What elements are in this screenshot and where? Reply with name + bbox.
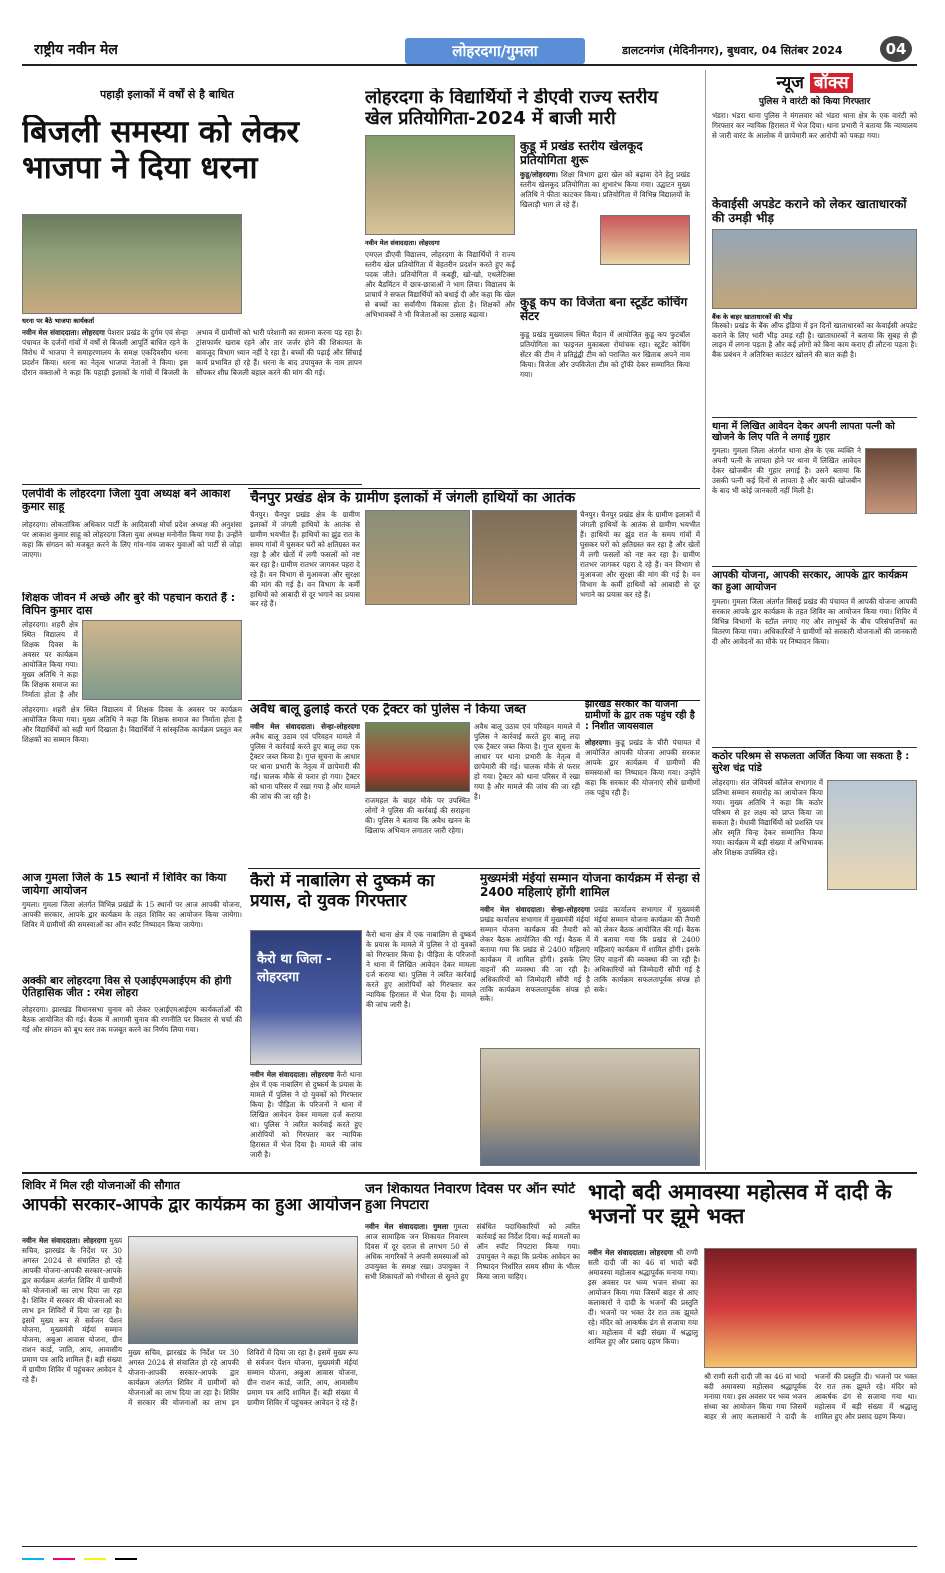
headline-bhado: भादो बदी अमावस्या महोत्सव में दादी के भजनों पर झूमे भक्त [588, 1180, 892, 1229]
section-banner [405, 38, 585, 64]
masthead: राष्ट्रीय नवीन मेल [34, 42, 118, 58]
body-kudu-cup [520, 330, 690, 480]
page-number: 04 [880, 36, 912, 62]
photo-davi [365, 135, 515, 235]
body-bhado [588, 1248, 698, 1538]
photo-elephant-2 [472, 510, 577, 605]
photo-kudu [600, 215, 690, 265]
body-kaaro-2 [366, 930, 476, 1165]
body-camp [22, 900, 242, 970]
swatch-cyan [22, 1558, 44, 1560]
headline-missing: थाना में लिखित आवेदन देकर अपनी लापता पत्नी को खोजने के लिए पति ने लगाई गुहार [712, 417, 917, 444]
byline-grievance: नवीन मेल संवाददाता। गुमला [365, 1222, 449, 1231]
body-kaaro [250, 1070, 362, 1165]
byline-camp2: नवीन मेल संवाददाता। लोहरदगा [22, 1236, 107, 1245]
text-camp2: मुख्य सचिव, झारखंड के निर्देश पर 30 अगस्त 2024 से संचालित हो रहे आपकी योजना-आपकी सरकार-आपके द्वार कार्यक्रम अंतर्गत शिविर में ग्रामीणों को योजनाओं का लाभ दिया जा रहा है। शिविर में सरकार की योजनाओं का लाभ इन शिविरों में दिया जा रहा है। इसमें मुख्य रूप से सर्वजन पेंशन योजना, मुख्यमंत्री मंईयां सम्मान योजना, अबुआ आवास योजना, ग्रीन राशन कार्ड, जाति, आय, आवासीय प्रमाण पत्र आदि शामिल हैं। बड़ी संख्या में ग्रामीण शिविर में पहुंचकर आवेदन दे रहे हैं। [22, 1236, 122, 1385]
headline-bijli: बिजली समस्या को लेकर भाजपा ने दिया धरना [22, 115, 300, 186]
photo-teacher [82, 620, 242, 700]
photo-dharna [22, 214, 242, 314]
body-elephant-2 [580, 510, 700, 695]
byline-scheme: लोहरदगा। [585, 738, 611, 747]
news-box-title [712, 70, 917, 93]
photo-kaaro-text: कैरो था जिला - लोहरदगा [257, 952, 332, 986]
text-davi: एमएल डीएवी विद्यालय, लोहरदगा के विद्यार्थियों ने राज्य स्तरीय खेल प्रतियोगिता में बेहतरीन प्रदर्शन करते हुए कई पदक जीते। प्रतियोगिता में कबड्डी, खो-खो, एथलेटिक्स और बैडमिंटन में छात्र-छात्राओं ने भाग लिया। विद्यालय के प्राचार्य ने सफल विद्यार्थियों को बधाई दी और कहा कि खेल से बच्चों का सर्वांगीण विकास होता है। शिक्षकों और अभिभावकों ने भी विजेताओं का उत्साह बढ़ाया। [365, 250, 515, 319]
byline-bijli: नवीन मेल संवाददाता। लोहरदगा [22, 328, 105, 337]
body-maiyan [480, 905, 590, 1045]
body-elephant [250, 510, 360, 695]
headline-mla-camp: आपकी योजना, आपकी सरकार, आपके द्वार कार्यक्रम का हुआ आयोजन [712, 566, 917, 594]
body-teacher-2 [22, 705, 242, 865]
photo-maiyan [480, 1048, 700, 1166]
photo-kaaro [250, 930, 362, 1065]
photo-missing [865, 448, 917, 514]
text-kaaro: कैरो थाना क्षेत्र में एक नाबालिग से दुष्कर्म के प्रयास के मामले में पुलिस ने दो युवकों को गिरफ्तार किया है। पीड़िता के परिजनों ने थाना में लिखित आवेदन देकर मामला दर्ज कराया था। पुलिस ने त्वरित कार्रवाई करते हुए आरोपियों को गिरफ्तार कर न्यायिक हिरासत में भेज दिया है। मामले की जांच जारी है। [250, 1070, 362, 1159]
photo-exam [827, 780, 917, 890]
caption-davi: नवीन मेल संवाददाता। लोहरदगा [365, 239, 440, 247]
body-tractor-3 [474, 722, 580, 862]
text-scheme: कुडू प्रखंड के चीरी पंचायत में आयोजित आपकी योजना आपकी सरकार आपके द्वार कार्यक्रम में ग्रामीणों की समस्याओं का निष्पादन किया गया। उन्होंने कहा कि सरकार की योजनाएं सीधे ग्रामीणों तक पहुंच रही हैं। [585, 738, 700, 797]
headline-elephant: चैनपुर प्रखंड क्षेत्र के ग्रामीण इलाकों में जंगली हाथियों का आतंक [250, 490, 576, 506]
body-aimim [22, 1005, 242, 1160]
text-elephant: चैनपुर। चैनपुर प्रखंड क्षेत्र के ग्रामीण इलाकों में जंगली हाथियों के आतंक से ग्रामीण भयभीत हैं। हाथियों का झुंड रात के समय गांवों में घुसकर घरों को क्षतिग्रस्त कर रहा है और खेतों में लगी फसलों को नष्ट कर रहा है। ग्रामीण रातभर जागकर पहरा दे रहे हैं। वन विभाग से मुआवजा और सुरक्षा की मांग की गई है। वन विभाग के कर्मी हाथियों को आबादी से दूर भगाने का प्रयास कर रहे हैं। [250, 510, 360, 609]
news-box [705, 70, 917, 1170]
text-elephant-2: चैनपुर। चैनपुर प्रखंड क्षेत्र के ग्रामीण इलाकों में जंगली हाथियों के आतंक से ग्रामीण भयभीत हैं। हाथियों का झुंड रात के समय गांवों में घुसकर घरों को क्षतिग्रस्त कर रहा है और खेतों में लगी फसलों को नष्ट कर रहा है। ग्रामीण रातभर जागकर पहरा दे रहे हैं। वन विभाग से मुआवजा और सुरक्षा की मांग की गई है। वन विभाग के कर्मी हाथियों को आबादी से दूर भगाने का प्रयास कर रहे हैं। [580, 510, 700, 599]
body-tractor [250, 722, 360, 862]
headline-camp2: आपकी सरकार-आपके द्वार कार्यक्रम का हुआ आयोजन [22, 1196, 362, 1215]
byline-kaaro: नवीन मेल संवाददाता। लोहरदगा [250, 1070, 334, 1079]
headline-tractor: अवैध बालू ढुलाई करते एक ट्रैक्टर को पुलिस ने किया जब्त [250, 703, 526, 717]
text-kudu: शिक्षा विभाग द्वारा खेल को बढ़ावा देने हेतु प्रखंड स्तरीय खेलकूद प्रतियोगिता का शुभारंभ किया गया। उद्घाटन मुख्य अतिथि ने फीता काटकर किया। प्रतियोगिता में विभिन्न विद्यालयों के खिलाड़ी भाग ले रहे हैं। [520, 170, 690, 209]
text-teacher-2: लोहरदगा। शहरी क्षेत्र स्थित विद्यालय में शिक्षक दिवस के अवसर पर कार्यक्रम आयोजित किया गया। मुख्य अतिथि ने कहा कि शिक्षक समाज का निर्माता होता है और विद्यार्थियों को सही मार्ग दिखाता है। विद्यार्थियों ने सांस्कृतिक कार्यक्रम प्रस्तुत कर शिक्षकों का सम्मान किया। [22, 705, 242, 744]
body-bijli [22, 328, 362, 478]
body-aklavya [22, 520, 242, 590]
headline-scheme: झारखंड सरकार की योजना ग्रामीणों के द्वार तक पहुंच रही है : निशीत जायसवाल [585, 700, 695, 732]
headline-teacher: शिक्षक जीवन में अच्छे और बुरे की पहचान कराते हैं : विपिन कुमार दास [22, 592, 236, 617]
body-teacher [22, 620, 78, 700]
headline-kudu: कुडू में प्रखंड स्तरीय खेलकूद प्रतियोगिता शुरू [520, 140, 643, 167]
body-tractor-2 [365, 796, 470, 864]
body-grievance [365, 1222, 580, 1537]
text-missing: गुमला। गुमला जिला अंतर्गत थाना क्षेत्र के एक व्यक्ति ने अपनी पत्नी के लापता होने पर थाना में लिखित आवेदन देकर खोजबीन की गुहार लगाई है। उसने बताया कि उसकी पत्नी कई दिनों से लापता है और काफी खोजबीन के बाद भी कोई जानकारी नहीं मिली है। [712, 446, 861, 496]
photo-bhado [704, 1248, 917, 1368]
caption-bijli: धरना पर बैठे भाजपा कार्यकर्ता [22, 317, 95, 325]
headline-davi: लोहरदगा के विद्यार्थियों ने डीएवी राज्य स्तरीय खेल प्रतियोगिता-2024 में बाजी मारी [365, 88, 658, 129]
body-camp2-2 [128, 1348, 358, 1538]
headline-aimim: अक्की बार लोहरदगा विस से एआईएमआईएम की होगी ऐतिहासिक जीत : रमेश लोहरा [22, 975, 232, 1000]
swatch-black [115, 1558, 137, 1560]
text-teacher: लोहरदगा। शहरी क्षेत्र स्थित विद्यालय में शिक्षक दिवस के अवसर पर कार्यक्रम आयोजित किया गया। मुख्य अतिथि ने कहा कि शिक्षक समाज का निर्माता होता है और [22, 620, 78, 699]
text-maiyan-2: प्रखंड कार्यालय सभागार में मुख्यमंत्री मंईयां सम्मान योजना कार्यक्रम की तैयारी को लेकर बैठक आयोजित की गई। बैठक में बताया गया कि प्रखंड से 2400 महिलाएं कार्यक्रम में शामिल होंगी। इसके लिए वाहनों की व्यवस्था की जा रही है। अधिकारियों को जिम्मेदारी सौंपी गई है ताकि कार्यक्रम सफलतापूर्वक संपन्न हो सके। [594, 905, 700, 994]
photo-camp2 [128, 1236, 358, 1344]
text-kyc: किस्को। प्रखंड के बैंक ऑफ इंडिया में इन दिनों खाताधारकों का केवाईसी अपडेट कराने के लिए भारी भीड़ उमड़ रही है। खाताधारकों ने बताया कि सुबह से ही लाइन में लगना पड़ता है और कई लोगों को बिना काम कराए ही लौटना पड़ता है। बैंक प्रबंधन ने अतिरिक्त काउंटर खोलने की बात कही है। [712, 320, 917, 360]
text-tractor-2: राजमहल के बाहर मौके पर उपस्थित लोगों ने पुलिस की कार्रवाई की सराहना की। पुलिस ने बताया कि अवैध खनन के खिलाफ अभियान लगातार जारी रहेगा। [365, 796, 470, 835]
dateline: डालटनगंज (मेदिनीनगर), बुधवार, 04 सितंबर 2024 [622, 44, 843, 57]
text-grievance: गुमला आज सामाहिक जन शिकायत निवारण दिवस में दूर दराज से लगभग 50 से अधिक नागरिकों ने अपनी समस्याओं को उपायुक्त के समक्ष रखा। उपायुक्त ने सभी शिकायतों को गंभीरता से सुनते हुए संबंधित पदाधिकारियों को त्वरित कार्रवाई का निर्देश दिया। कई मामलों का ऑन स्पॉट निपटारा किया गया। उपायुक्त ने कहा कि प्रत्येक आवेदन का निष्पादन निर्धारित समय सीमा के भीतर किया जाना चाहिए। [365, 1222, 580, 1281]
text-maiyan: प्रखंड कार्यालय सभागार में मुख्यमंत्री मंईयां सम्मान योजना कार्यक्रम की तैयारी को लेकर बैठक आयोजित की गई। बैठक में बताया गया कि प्रखंड से 2400 महिलाएं कार्यक्रम में शामिल होंगी। इसके लिए वाहनों की व्यवस्था की जा रही है। अधिकारियों को जिम्मेदारी सौंपी गई है ताकि कार्यक्रम सफलतापूर्वक संपन्न हो सके। [480, 914, 590, 1004]
footer-swatches [22, 1546, 917, 1560]
byline-tractor: नवीन मेल संवाददाता। सेन्हा-लोहरदगा [250, 722, 360, 731]
text-kudu-cup: कुडू प्रखंड मुख्यालय स्थित मैदान में आयोजित कुडू कप फुटबॉल प्रतियोगिता का फाइनल मुकाबला रोमांचक रहा। स्टूडेंट कोचिंग सेंटर की टीम ने प्रतिद्वंद्वी टीम को पराजित कर खिताब अपने नाम किया। विजेता और उपविजेता टीम को ट्रॉफी देकर सम्मानित किया गया। [520, 330, 690, 379]
headline-maiyan: मुख्यमंत्री मंईयां सम्मान योजना कार्यक्रम में सेन्हा से 2400 महिलाएं होंगी शामिल [480, 872, 700, 899]
kicker-camp2: शिविर में मिल रही योजनाओं की सौगात [22, 1179, 180, 1192]
text-bhado-2: श्री राणी सती दादी जी का 46 वां भादो बदी अमावस्या महोत्सव श्रद्धापूर्वक मनाया गया। इस अवसर पर भव्य भजन संध्या का आयोजन किया गया जिसमें बाहर से आए कलाकारों ने दादी के भजनों की प्रस्तुति दी। भजनों पर भक्त देर रात तक झूमते रहे। मंदिर को आकर्षक ढंग से सजाया गया था। महोत्सव में बड़ी संख्या में श्रद्धालु शामिल हुए और प्रसाद ग्रहण किया। [704, 1372, 917, 1421]
byline-bhado: नवीन मेल संवाददाता। लोहरदगा [588, 1248, 674, 1257]
headline-grievance: जन शिकायत निवारण दिवस पर ऑन स्पोर्ट हुआ निपटारा [365, 1182, 576, 1213]
photo-elephant-1 [365, 510, 470, 605]
text-bijli: पेशरार प्रखंड के दुर्गम एवं सेन्हा पंचायत के दर्जनों गांवों में वर्षों से बिजली आपूर्ति बाधित रहने के विरोध में भाजपा ने समाहरणालय के समक्ष एकदिवसीय धरना प्रदर्शन किया। धरना का नेतृत्व भाजपा नेताओं ने किया। इस दौरान वक्ताओं ने कहा कि पहाड़ी इलाकों के गांवों में बिजली के अभाव में ग्रामीणों को भारी परेशानी का सामना करना पड़ रहा है। ट्रांसफार्मर खराब रहने और तार जर्जर होने की शिकायत के बावजूद विभाग ध्यान नहीं दे रहा है। बच्चों की पढ़ाई और सिंचाई कार्य प्रभावित हो रहे हैं। धरना के बाद उपायुक्त के नाम ज्ञापन सौंपकर शीघ्र बिजली बहाल करने की मांग की गई। [22, 328, 362, 377]
body-scheme [585, 738, 700, 864]
text-bhado: श्री राणी सती दादी जी का 46 वां भादो बदी अमावस्या महोत्सव श्रद्धापूर्वक मनाया गया। इस अवसर पर भव्य भजन संध्या का आयोजन किया गया जिसमें बाहर से आए कलाकारों ने दादी के भजनों की प्रस्तुति दी। भजनों पर भक्त देर रात तक झूमते रहे। मंदिर को आकर्षक ढंग से सजाया गया था। महोत्सव में बड़ी संख्या में श्रद्धालु शामिल हुए और प्रसाद ग्रहण किया। [588, 1248, 698, 1347]
photo-tractor [365, 722, 470, 792]
text-aimim: लोहरदगा। झारखंड विधानसभा चुनाव को लेकर एआईएमआईएम कार्यकर्ताओं की बैठक आयोजित की गई। बैठक में आगामी चुनाव की रणनीति पर विस्तार से चर्चा की गई और संगठन को बूथ स्तर तक मजबूत करने का निर्णय लिया गया। [22, 1005, 242, 1034]
headline-exam: कठोर परिश्रम से सफलता अर्जित किया जा सकता है : सुरेश चंद्र पांडे [712, 747, 917, 775]
news-box-item-text: भंडरा। भंडरा थाना पुलिस ने मंगलवार को भंडरा थाना क्षेत्र के एक वारंटी को गिरफ्तार कर न्यायिक हिरासत में भेज दिया। थाना प्रभारी ने बताया कि न्यायालय से जारी वारंट के आलोक में छापेमारी कर आरोपी को पकड़ा गया। [712, 110, 917, 140]
caption-kyc: बैंक के बाहर खाताधारकों की भीड़ [712, 312, 793, 321]
headline-kyc: केवाईसी अपडेट कराने को लेकर खाताधारकों की उमड़ी भीड़ [712, 196, 907, 226]
section-title: लोहरदगा/गुमला [452, 42, 538, 60]
news-box-title-b: बॉक्स [810, 73, 853, 93]
byline-maiyan: नवीन मेल संवाददाता। सेन्हा-लोहरदगा [480, 905, 590, 914]
body-bhado-2 [704, 1372, 917, 1538]
masthead-bar [22, 34, 917, 66]
kicker-bijli: पहाड़ी इलाकों में वर्षों से है बाधित [100, 88, 234, 101]
text-tractor-3: अवैध बालू उठाव एवं परिवहन मामले में पुलिस ने कार्रवाई करते हुए बालू लदा एक ट्रैक्टर जब्त किया है। गुप्त सूचना के आधार पर थाना प्रभारी के नेतृत्व में छापेमारी की गई। चालक मौके से फरार हो गया। ट्रैक्टर को थाना परिसर में रखा गया है और मामले की जांच की जा रही है। [474, 722, 580, 801]
text-tractor: अवैध बालू उठाव एवं परिवहन मामले में पुलिस ने कार्रवाई करते हुए बालू लदा एक ट्रैक्टर जब्त किया है। गुप्त सूचना के आधार पर थाना प्रभारी के नेतृत्व में छापेमारी की गई। चालक मौके से फरार हो गया। ट्रैक्टर को थाना परिसर में रखा गया है और मामले की जांच की जा रही है। [250, 731, 360, 801]
headline-kudu-cup: कुडू कप का विजेता बना स्टूडेंट कोचिंग सेंटर [520, 296, 688, 323]
text-camp2-2: मुख्य सचिव, झारखंड के निर्देश पर 30 अगस्त 2024 से संचालित हो रहे आपकी योजना-आपकी सरकार-आपके द्वार कार्यक्रम अंतर्गत शिविर में ग्रामीणों को योजनाओं का लाभ दिया जा रहा है। शिविर में सरकार की योजनाओं का लाभ इन शिविरों में दिया जा रहा है। इसमें मुख्य रूप से सर्वजन पेंशन योजना, मुख्यमंत्री मंईयां सम्मान योजना, अबुआ आवास योजना, ग्रीन राशन कार्ड, जाति, आय, आवासीय प्रमाण पत्र आदि शामिल हैं। बड़ी संख्या में ग्रामीण शिविर में पहुंचकर आवेदन दे रहे हैं। [128, 1348, 358, 1407]
text-kaaro-2: कैरो थाना क्षेत्र में एक नाबालिग से दुष्कर्म के प्रयास के मामले में पुलिस ने दो युवकों को गिरफ्तार किया है। पीड़िता के परिजनों ने थाना में लिखित आवेदन देकर मामला दर्ज कराया था। पुलिस ने त्वरित कार्रवाई करते हुए आरोपियों को गिरफ्तार कर न्यायिक हिरासत में भेज दिया है। मामले की जांच जारी है। [366, 930, 476, 1009]
headline-camp: आज गुमला जिले के 15 स्थानों में शिविर का किया जायेगा आयोजन [22, 872, 227, 897]
news-box-item-headline: पुलिस ने वारंटी को किया गिरफ्तार [758, 97, 871, 107]
headline-aklavya: एलपीवी के लोहरदगा जिला युवा अध्यक्ष बने आकाश कुमार साहू [22, 488, 231, 513]
byline-kudu: कुडू/लोहरदगा। [520, 170, 558, 179]
swatch-magenta [53, 1558, 75, 1560]
headline-kaaro: कैरो में नाबालिग से दुष्कर्म का प्रयास, दो युवक गिरफ्तार [250, 872, 435, 911]
body-maiyan-2 [594, 905, 700, 1045]
swatch-yellow [84, 1558, 106, 1560]
text-exam: लोहरदगा। संत जेवियर्स कॉलेज सभागार में प्रतिभा सम्मान समारोह का आयोजन किया गया। मुख्य अतिथि ने कहा कि कठोर परिश्रम से हर लक्ष्य को प्राप्त किया जा सकता है। मेधावी विद्यार्थियों को प्रशस्ति पत्र और स्मृति चिन्ह देकर सम्मानित किया गया। कार्यक्रम में बड़ी संख्या में अभिभावक और शिक्षक उपस्थित रहे। [712, 778, 823, 857]
photo-kyc [712, 229, 917, 309]
text-mla-camp: गुमला। गुमला जिला अंतर्गत सिसई प्रखंड की पंचायत में आपकी योजना आपकी सरकार आपके द्वार कार्यक्रम के तहत शिविर का आयोजन किया गया। शिविर में विभिन्न विभागों के स्टॉल लगाए गए और लाभुकों के बीच परिसंपत्तियों का वितरण किया गया। अधिकारियों ने ग्रामीणों को सरकारी योजनाओं की जानकारी दी और आवेदनों का मौके पर निष्पादन किया। [712, 597, 917, 647]
body-davi [365, 250, 515, 395]
text-aklavya: लोहरदगा। लोकतांत्रिक अधिकार पार्टी के आदिवासी मोर्चा प्रदेश अध्यक्ष की अनुशंसा पर आकाश कुमार साहू को लोहरदगा जिला युवा अध्यक्ष मनोनीत किया गया है। उन्होंने कहा कि संगठन को मजबूत करने के लिए गांव-गांव जाकर युवाओं को पार्टी से जोड़ा जाएगा। [22, 520, 242, 559]
text-camp: गुमला। गुमला जिला अंतर्गत विभिन्न प्रखंडों के 15 स्थानों पर आज आपकी योजना, आपकी सरकार, आपके द्वार कार्यक्रम के तहत शिविर का आयोजन किया जायेगा। शिविर में ग्रामीणों की समस्याओं का ऑन स्पॉट निष्पादन किया जायेगा। [22, 900, 242, 929]
news-box-title-a: न्यूज [776, 73, 804, 93]
body-camp2 [22, 1236, 122, 1536]
